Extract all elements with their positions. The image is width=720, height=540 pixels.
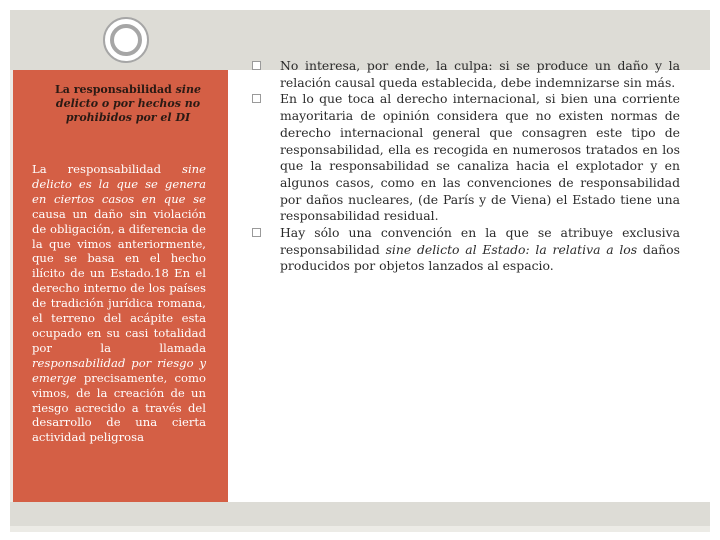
footer-band (10, 502, 710, 526)
circle-ornament-inner (110, 24, 142, 56)
bullet-list (252, 58, 680, 275)
sidebar-body-text-2: causa un daño sin violación de obligación, a diferencia de la que vimos anteriormente, que se basa en el hecho ilícito de un Estado.18 En el derecho interno de los países de tradición jurídica romana, el terreno del acápite esta ocupado en su casi totalidad por la llamada (32, 206, 206, 355)
checkbox-bullet-icon (252, 61, 261, 70)
checkbox-bullet-icon (252, 94, 261, 103)
sidebar-body-italic-2: responsabilidad por riesgo y emerge (32, 355, 206, 385)
bullet-item (252, 91, 680, 225)
sidebar-body-text-3: precisamente, como vimos, de la creación de un riesgo acrecido a través del desarrollo de una cierta actividad peligrosa (32, 370, 206, 445)
bullet-text: En lo que toca al derecho internacional, si bien una corriente mayoritaria de opinión considera que no existen normas de derecho internacional general que consagren este tipo de responsabilidad, ella es recogida en numerosos tratados en los que la responsabilidad se canaliza hacia el explotador y en algunos casos, como en las convenciones de responsabilidad por daños nucleares, (de París y de Viena) el Estado tiene una responsabilidad residual. (280, 91, 680, 224)
bullet-item (252, 58, 680, 91)
sidebar-title (38, 83, 218, 125)
checkbox-bullet-icon (252, 228, 261, 237)
sidebar-body (32, 162, 206, 445)
bullet-item (252, 225, 680, 275)
bullet-text: Hay sólo una convención en la que se atribuye exclusiva responsabilidad (280, 225, 680, 257)
sidebar-title-text: La responsabilidad (55, 83, 176, 96)
bullet-text-after: daños producidos por objetos lanzados al espacio. (280, 241, 681, 274)
sidebar-title-italic: sine delicto o por hechos no prohibidos por el DI (55, 83, 201, 124)
circle-ornament-icon (103, 17, 149, 63)
bullet-italic: sine delicto al Estado: la relativa a los (385, 241, 638, 257)
bullet-text: No interesa, por ende, la culpa: si se produce un daño y la relación causal queda establecida, debe indemnizarse sin más. (280, 58, 680, 90)
sidebar-body-italic-1: sine delicto es la que se genera en ciertos casos en que se (32, 162, 206, 206)
sidebar-body-text-1: La responsabilidad (32, 162, 182, 176)
